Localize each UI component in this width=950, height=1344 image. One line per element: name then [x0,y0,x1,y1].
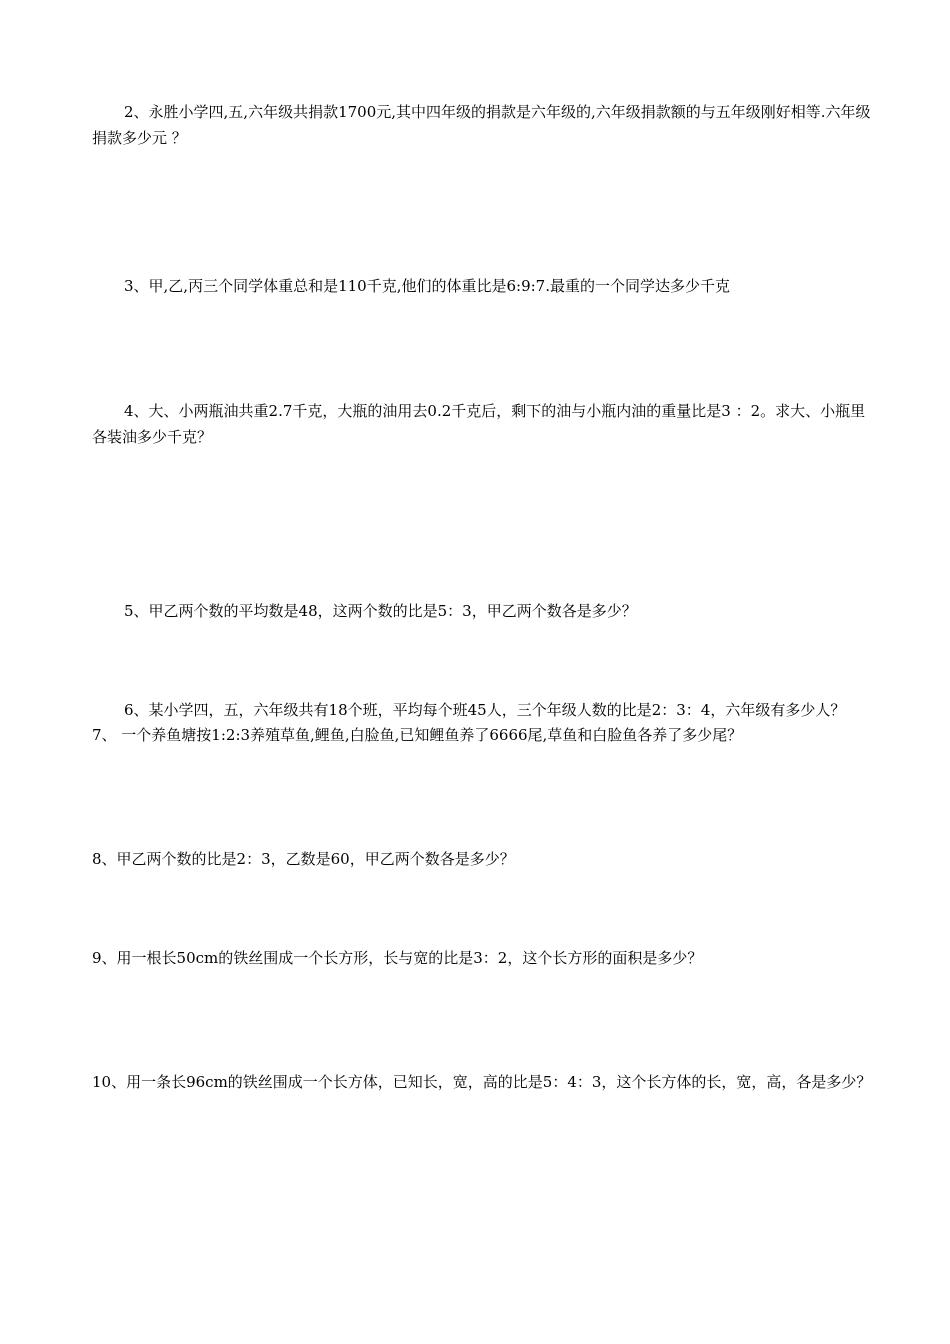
problem-8: 8、甲乙两个数的比是2：3，乙数是60，甲乙两个数各是多少？ [92,850,515,868]
problem-7: 7、 一个养鱼塘按1:2:3养殖草鱼,鲤鱼,白脸鱼,已知鲤鱼养了6666尾,草鱼和白脸鱼各养了多少尾？ [92,726,743,744]
problem-6: 6、某小学四，五，六年级共有18个班，平均每个班45人，三个年级人数的比是2：3：4，六年级有多少人？ [124,701,846,719]
problem-9: 9、用一根长50cm的铁丝围成一个长方形，长与宽的比是3：2，这个长方形的面积是多少？ [92,949,703,967]
problem-10: 10、用一条长96cm的铁丝围成一个长方体，已知长，宽，高的比是5：4：3，这个长方体的长，宽，高，各是多少？ [92,1073,872,1091]
problem-2: 2、永胜小学四,五,六年级共捐款1700元,其中四年级的捐款是六年级的,六年级捐款额的与五年级刚好相等.六年级捐款多少元 ？ [92,103,871,147]
problem-3: 3、甲,乙,丙三个同学体重总和是110千克,他们的体重比是6:9:7.最重的一个同学达多少千克 [124,277,730,295]
problem-4: 4、大、小两瓶油共重2.7千克，大瓶的油用去0.2千克后，剩下的油与小瓶内油的重量比是3 ：2。求大、小瓶里各装油多少千克？ [92,402,866,446]
problem-5: 5、甲乙两个数的平均数是48，这两个数的比是5：3，甲乙两个数各是多少？ [124,602,637,620]
